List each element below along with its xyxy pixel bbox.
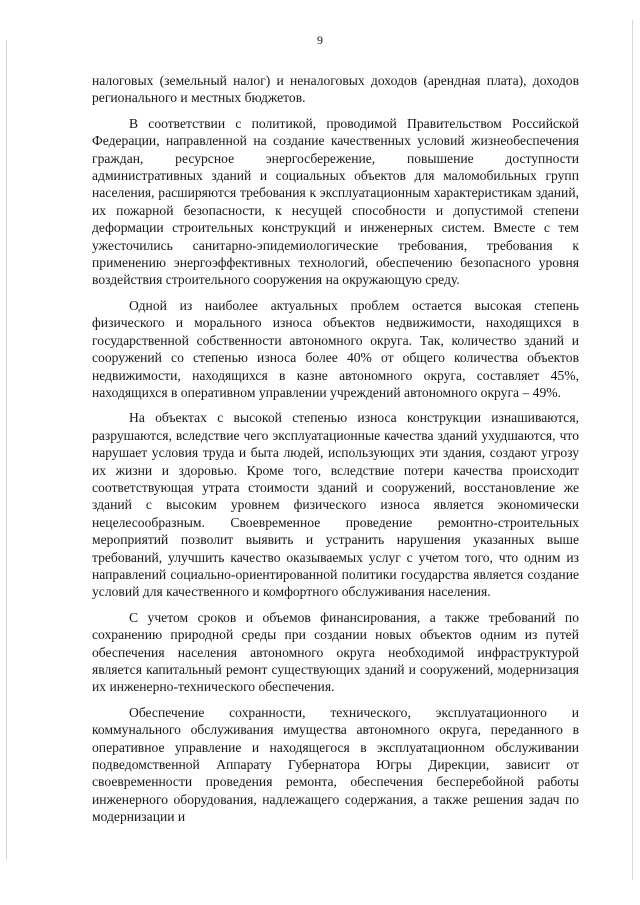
paragraph-5: С учетом сроков и объемов финансирования, а также требований по сохранению природной среды при создании новых объектов одним из путей обеспечения населения автономного округа необходимой инфраструктурой является капитальный ремонт существующих зданий и сооружений, модернизация их инженерно-технического обеспечения. — [92, 609, 579, 695]
scan-edge-left — [6, 40, 7, 860]
paragraph-4: На объектах с высокой степенью износа конструкции изнашиваются, разрушаются, вследствие чего эксплуатационные качества зданий ухудшаются, что нарушает условия труда и быта людей, использующих эти здания, создают угрозу их жизни и здоровью. Кроме того, вследствие потери качества происходит соответствующая утрата стоимости зданий и сооружений, восстановление же зданий с высоким уровнем физического износа является экономически нецелесообразным. Своевременное проведение ремонтно-строительных мероприятий позволит выявить и устранить нарушения указанных выше требований, улучшить качество оказываемых услуг с учетом того, что одним из направлений социально-ориентированной политики государства является создание условий для качественного и комфортного обслуживания населения. — [92, 410, 579, 600]
paragraph-2: В соответствии с политикой, проводимой Правительством Российской Федерации, направленной на создание качественных условий жизнеобеспечения граждан, ресурсное энергосбережение, повышение доступности административных зданий и социальных объектов для маломобильных групп населения, расширяются требования к эксплуатационным характеристикам зданий, их пожарной безопасности, к несущей способности и допустимой степени деформации строительных конструкций и инженерных систем. Вместе с тем ужесточились санитарно-эпидемиологические требования, требования к применению энергоэффективных технологий, обеспечению безопасного уровня воздействия строительного сооружения на окружающую среду. — [92, 115, 579, 288]
paragraph-3: Одной из наиболее актуальных проблем остается высокая степень физического и морального износа объектов недвижимости, находящихся в государственной собственности автономного округа. Так, количество зданий и сооружений со степенью износа более 40% от общего количества объектов недвижимости, находящихся в казне автономного округа, составляет 45%, находящихся в оперативном управлении учреждений автономного округа – 49%. — [92, 297, 579, 400]
scan-edge-right — [632, 20, 633, 880]
body-text — [92, 72, 579, 826]
paragraph-1: налоговых (земельный налог) и неналоговых доходов (арендная плата), доходов регионального и местных бюджетов. — [92, 73, 579, 106]
page-number: 9 — [317, 33, 323, 47]
paragraph-6: Обеспечение сохранности, технического, эксплуатационного и коммунального обслуживания имущества автономного округа, переданного в оперативное управление и находящегося в эксплуатационном обслуживании подведомственной Аппарату Губернатора Югры Дирекции, зависит от своевременности проведения ремонта, обеспечения бесперебойной работы инженерного оборудования, надлежащего содержания, а также решения задач по модернизации и — [92, 704, 579, 825]
